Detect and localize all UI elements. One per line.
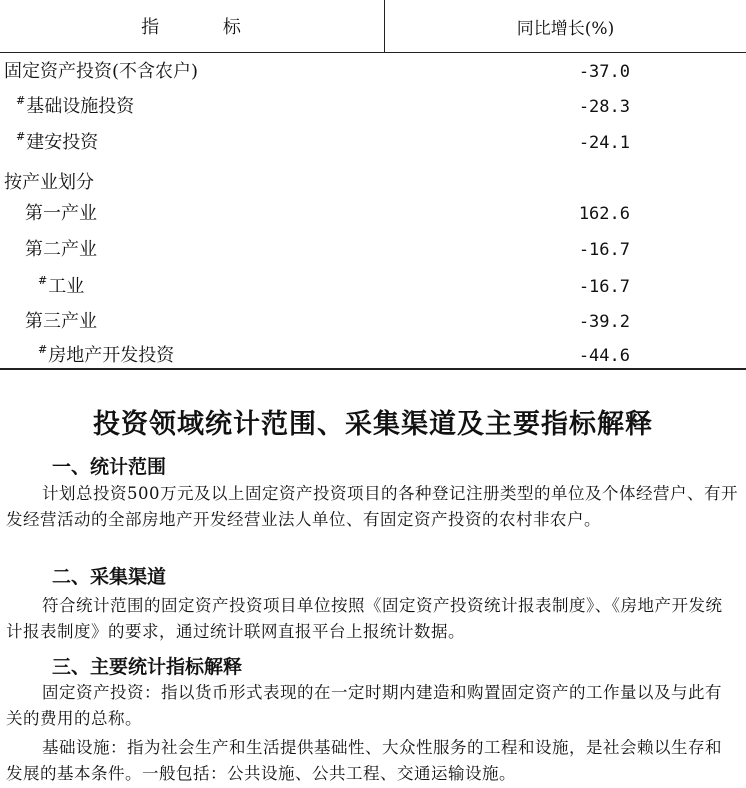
hash-mark: # (38, 274, 48, 287)
row-label: 固定资产投资(不含农户) (4, 61, 199, 82)
row-value: -24.1 (578, 133, 630, 153)
paragraph: 符合统计范围的固定资产投资项目单位按照《固定资产投资统计报表制度》、《房地产开发统计报表制度》的要求，通过统计联网直报平台上报统计数据。 (6, 596, 723, 641)
row-value: -44.6 (578, 346, 630, 366)
document-title: 投资领域统计范围、采集渠道及主要指标解释 (93, 409, 653, 440)
table-row (0, 166, 746, 200)
table-row (0, 305, 746, 339)
row-label: 第二产业 (25, 239, 97, 260)
row-label: #基础设施投资 (16, 94, 135, 117)
table-header (0, 0, 746, 53)
row-label: 第三产业 (25, 311, 97, 332)
table-row (0, 90, 746, 124)
table-row (0, 55, 746, 89)
row-value: -16.7 (578, 277, 630, 297)
table-row (0, 233, 746, 267)
header-growth: 同比增长(%) (516, 18, 615, 39)
investment-table (0, 0, 746, 369)
section-heading: 二、采集渠道 (52, 566, 167, 588)
table-row (0, 270, 746, 304)
row-label: #建安投资 (16, 130, 99, 153)
hash-mark: # (16, 130, 26, 143)
paragraph: 固定资产投资：指以货币形式表现的在一定时期内建造和购置固定资产的工作量以及与此有关的费用的总称。 (6, 683, 722, 728)
row-value: 162.6 (578, 204, 630, 224)
row-label: 按产业划分 (4, 172, 94, 193)
row-label: 第一产业 (25, 203, 97, 224)
row-value: -39.2 (578, 312, 630, 332)
section-heading: 三、主要统计指标解释 (52, 656, 243, 678)
row-value: -16.7 (578, 240, 630, 260)
row-label: #房地产开发投资 (38, 343, 175, 366)
row-value: -28.3 (578, 97, 630, 117)
row-value: -37.0 (578, 62, 630, 82)
hash-mark: # (38, 343, 48, 356)
header-indicator: 指 标 (141, 17, 243, 38)
row-label: #工业 (38, 274, 85, 297)
table-bottom-rule (0, 368, 746, 370)
table-row (0, 197, 746, 231)
section-heading: 一、统计范围 (52, 456, 167, 478)
paragraph: 计划总投资500万元及以上固定资产投资项目的各种登记注册类型的单位及个体经营户、有开发经营活动的全部房地产开发经营业法人单位、有固定资产投资的农村非农户。 (6, 484, 738, 529)
paragraph: 基础设施：指为社会生产和生活提供基础性、大众性服务的工程和设施，是社会赖以生存和发展的基本条件。一般包括：公共设施、公共工程、交通运输设施。 (6, 738, 722, 783)
table-row (0, 126, 746, 160)
hash-mark: # (16, 94, 26, 107)
